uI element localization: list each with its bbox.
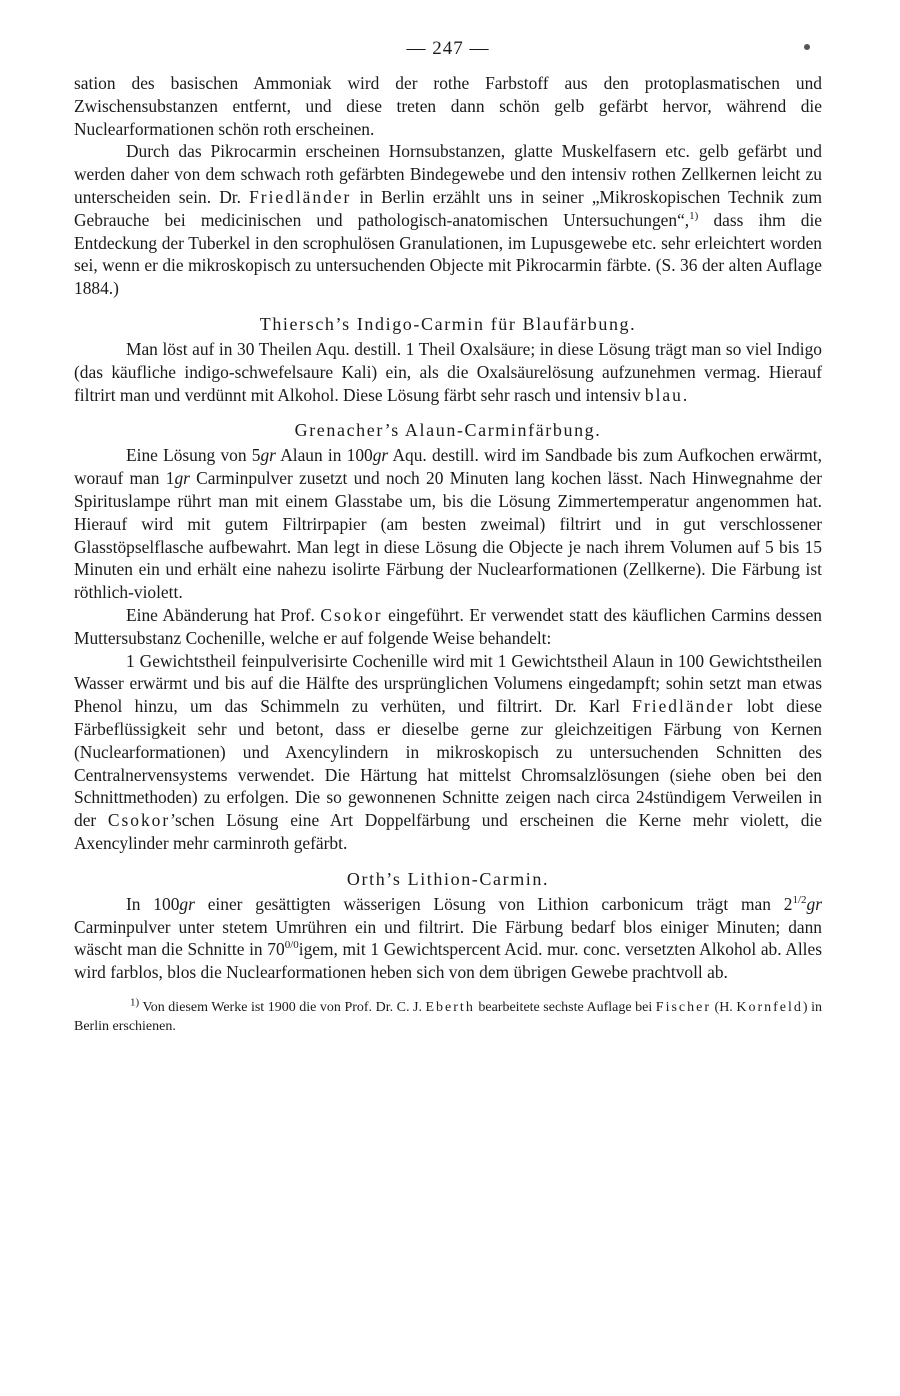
grenacher-paragraph-2 [74, 604, 822, 650]
grenacher-text-d: Carminpulver zusetzt und noch 20 Minuten lang kochen lässt. Nach Hinwegnahme der Spirituslampe rührt man mit einem Glasstabe um, bis die Lösung Zimmertemperatur angenommen hat. Hierauf wird mit gutem Filtrirpapier (am besten zweimal) filtrirt und in gut verschlossener Glasstöpselflasche aufbewahrt. Man legt in diese Lösung die Objecte je nach ihrem Volumen auf 5 bis 15 Minuten ein und erhält eine nahezu isolirte Färbung der Nuclearformationen (Zellkerne). Die Färbung ist röthlich-violett. [74, 468, 822, 603]
intro-paragraph-1 [74, 72, 822, 140]
grenacher-text-3c: ’schen Lösung eine Art Doppelfärbung und erscheinen die Kerne mehr violett, die Axencylinder mehr carminroth gefärbt. [74, 810, 822, 853]
footnote-mark: 1) [130, 996, 140, 1009]
intro-text-2b: in Berlin erzählt uns in seiner „Mikroskopischen Technik zum Gebrauche bei medicinischen und pathologisch-anatomischen Untersuchungen“, [74, 186, 822, 230]
author-name-csokor: Csokor [320, 604, 383, 625]
orth-text-d: igem, mit 1 Gewichtspercent Acid. mur. conc. versetzten Alkohol ab. Alles wird farblos, blos die Nuclearformationen heben sich von dem übrigen Gewebe prachtvoll ab. [74, 939, 822, 983]
unit-gr: gr [260, 445, 276, 466]
unit-gr: gr [372, 445, 389, 466]
grenacher-paragraph-1 [74, 444, 822, 604]
author-name-friedlaender: Friedländer [632, 696, 735, 717]
intro-text-1: sation des basischen Ammoniak wird der rothe Farbstoff aus den protoplasmatischen und Zwischensubstanzen entfernt, und diese treten dann schön gelb gefärbt hervor, während die Nuclearformationen schön roth erscheinen. [74, 73, 822, 139]
section-heading-grenacher: Grenacher’s Alaun-Carminfärbung. [294, 420, 602, 441]
thiersch-text-end: . [682, 384, 688, 405]
page-number: — 247 — [406, 38, 490, 59]
orth-text-b: einer gesättigten wässerigen Lösung von Lithion carbonicum trägt man 2 [194, 893, 793, 914]
orth-text-c: Carminpulver unter stetem Umrühren ein und filtrirt. Die Färbung bedarf blos einiger Minuten; dann wäscht man die Schnitte in 70 [74, 916, 822, 960]
footnote-text-d: ) in Berlin erschienen. [74, 999, 822, 1034]
fraction-half: 1/2 [792, 893, 807, 906]
grenacher-text-c: Aqu. destill. wird im Sandbade bis zum Aufkochen erwärmt, worauf man 1 [74, 445, 822, 489]
author-name-friedlaender: Friedländer [249, 186, 352, 207]
document-page [74, 38, 822, 1036]
orth-text-a: In 100 [126, 893, 180, 914]
emphasis-blau: blau [644, 384, 683, 405]
section-heading-orth: Orth’s Lithion-Carmin. [346, 868, 550, 889]
footnote-text-b: bearbeitete sechste Auflage bei [474, 999, 656, 1015]
section-heading-thiersch: Thiersch’s Indigo-Carmin für Blaufärbung. [259, 313, 637, 334]
unit-gr: gr [179, 893, 195, 914]
unit-gr: gr [174, 468, 190, 489]
publisher-name-fischer: Fischer [655, 999, 711, 1015]
grenacher-text-3a: 1 Gewichtstheil feinpulverisirte Cochenille wird mit 1 Gewichtstheil Alaun in 100 Gewichtstheilen Wasser erwärmt und bis auf die Hälfte des ursprünglichen Volumens eingedampft; sohin setzt man etwas Phenol hinzu, um das Schimmeln zu verhüten, und filtrirt. Dr. Karl [74, 650, 822, 717]
grenacher-text-b: Alaun in 100 [275, 445, 373, 466]
grenacher-text-3b: lobt diese Färbeflüssigkeit sehr und betont, dass er dieselbe gerne zur gleichzeitigen Färbung von Kernen (Nuclearformationen) und Axencylindern in mikroskopisch zu untersuchenden Schnitten des Centralnervensystems verwendet. Die Härtung hat mittelst Chromsalzlösungen (siehe oben bei den Schnittmethoden) zu erfolgen. Die so gewonnenen Schnitte zeigen nach circa 24stündigem Verweilen in der [74, 696, 822, 831]
footnote-reference: 1) [689, 209, 699, 222]
orth-paragraph [74, 893, 822, 984]
grenacher-text-a: Eine Lösung von 5 [126, 445, 261, 466]
intro-text-2c: dass ihm die Entdeckung der Tuberkel in den scrophulösen Granulationen, im Lupusgewebe etc. sehr erleichtert worden sei, wenn er die mikroskopisch zu untersuchenden Objecte mit Pikrocarmin färbte. (S. 36 der alten Auflage 1884.) [74, 209, 822, 299]
thiersch-paragraph [74, 338, 822, 406]
grenacher-text-2a: Eine Abänderung hat Prof. [126, 604, 321, 625]
author-name-eberth: Eberth [425, 999, 475, 1015]
grenacher-paragraph-3 [74, 650, 822, 855]
grenacher-text-2b: eingeführt. Er verwendet statt des käuflichen Carmins dessen Muttersubstanz Cochenille, welche er auf folgende Weise behandelt: [74, 604, 822, 648]
footnote-spacer [74, 984, 822, 998]
unit-gr: gr [806, 893, 823, 914]
footnote-text-c: (H. [711, 999, 737, 1015]
thiersch-text: Man löst auf in 30 Theilen Aqu. destill. 1 Theil Oxalsäure; in diese Lösung trägt man so viel Indigo (das käufliche indigo-schwefelsaure Kali) ein, als die Oxalsäurelösung aufzunehmen vermag. Hierauf filtrirt man und verdünnt mit Alkohol. Diese Lösung färbt sehr rasch und intensiv [74, 338, 822, 405]
intro-paragraph-2 [74, 140, 822, 300]
person-name-kornfeld: Kornfeld [736, 999, 803, 1015]
footnote [74, 998, 822, 1036]
author-name-csokor: Csokor [107, 810, 171, 831]
intro-text-2a: Durch das Pikrocarmin erscheinen Hornsubstanzen, glatte Muskelfasern etc. gelb gefärbt und werden daher von dem schwach roth gefärbten Bindegewebe und den intensiv rothen Zellkernen leicht zu unterscheiden sein. Dr. [74, 141, 822, 207]
footnote-text-a: Von diesem Werke ist 1900 die von Prof. Dr. C. J. [139, 999, 426, 1015]
percent-sign: 0/0 [284, 939, 299, 952]
